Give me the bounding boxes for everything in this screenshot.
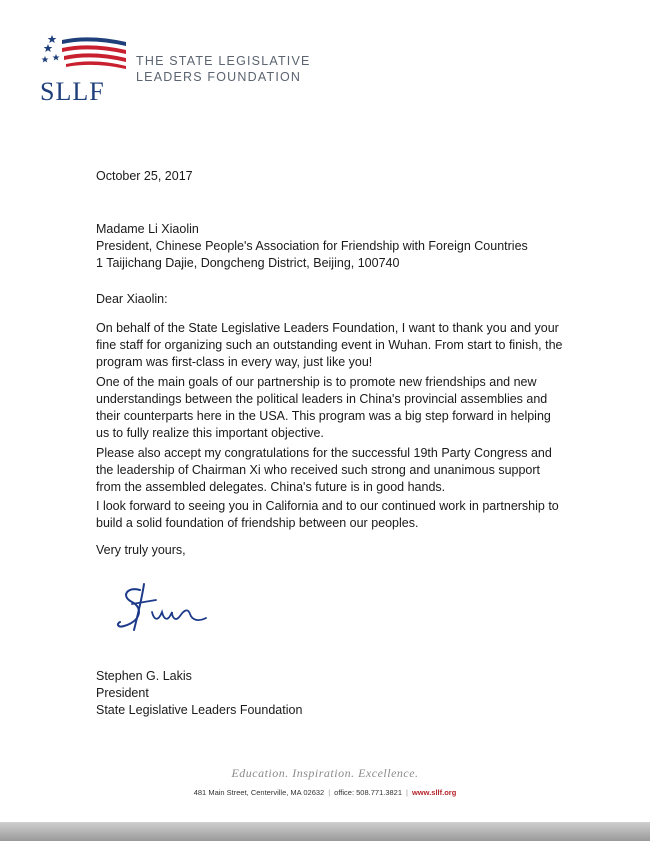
footer-separator: | bbox=[328, 788, 331, 797]
footer-contact bbox=[0, 788, 650, 797]
scan-edge-band bbox=[0, 822, 650, 841]
logo-wordmark: SLLF bbox=[40, 77, 105, 106]
footer-website-link[interactable]: www.sllf.org bbox=[411, 788, 457, 797]
recipient-name: Madame Li Xiaolin bbox=[96, 222, 199, 236]
signer-organization: State Legislative Leaders Foundation bbox=[96, 703, 303, 717]
footer-office: office: 508.771.3821 bbox=[334, 788, 403, 797]
salutation: Dear Xiaolin: bbox=[96, 292, 168, 306]
footer-separator: | bbox=[406, 788, 408, 797]
footer-street: 481 Main Street, Centerville, MA 02632 bbox=[193, 788, 325, 797]
org-name-line1: THE STATE LEGISLATIVE bbox=[136, 54, 311, 68]
letter-date: October 25, 2017 bbox=[96, 169, 193, 183]
footer-motto: Education. Inspiration. Excellence. bbox=[231, 766, 419, 780]
flag-stars-icon bbox=[40, 32, 130, 76]
signer-block bbox=[96, 668, 302, 719]
handwritten-signature bbox=[110, 578, 220, 638]
recipient-title: President, Chinese People's Association for Friendship with Foreign Countries bbox=[96, 239, 528, 253]
body-paragraph: Please also accept my congratulations for the successful 19th Party Congress and the leadership of Chairman Xi who received such strong and unanimous support from the assembled delegates. China's future is in good hands. bbox=[96, 446, 552, 494]
closing: Very truly yours, bbox=[96, 543, 186, 557]
recipient-address: 1 Taijichang Dajie, Dongcheng District, Beijing, 100740 bbox=[96, 256, 400, 270]
recipient-block bbox=[96, 221, 528, 272]
body-paragraph: I look forward to seeing you in California and to our continued work in partnership to build a solid foundation of friendship between our peoples. bbox=[96, 499, 559, 530]
body-paragraph: One of the main goals of our partnership is to promote new friendships and new understandings between the political leaders in China's provincial assemblies and their counterparts here in the USA. This program was a big step forward in helping us to fully realize this important objective. bbox=[96, 375, 551, 440]
body-paragraph: On behalf of the State Legislative Leaders Foundation, I want to thank you and your fine staff for organizing such an outstanding event in Wuhan. From start to finish, the program was first-class in every way, just like you! bbox=[96, 321, 563, 369]
org-name-line2: LEADERS FOUNDATION bbox=[136, 70, 302, 84]
organization-name bbox=[136, 53, 311, 85]
sllf-logo bbox=[40, 32, 130, 106]
signer-title: President bbox=[96, 686, 149, 700]
signer-name: Stephen G. Lakis bbox=[96, 669, 192, 683]
